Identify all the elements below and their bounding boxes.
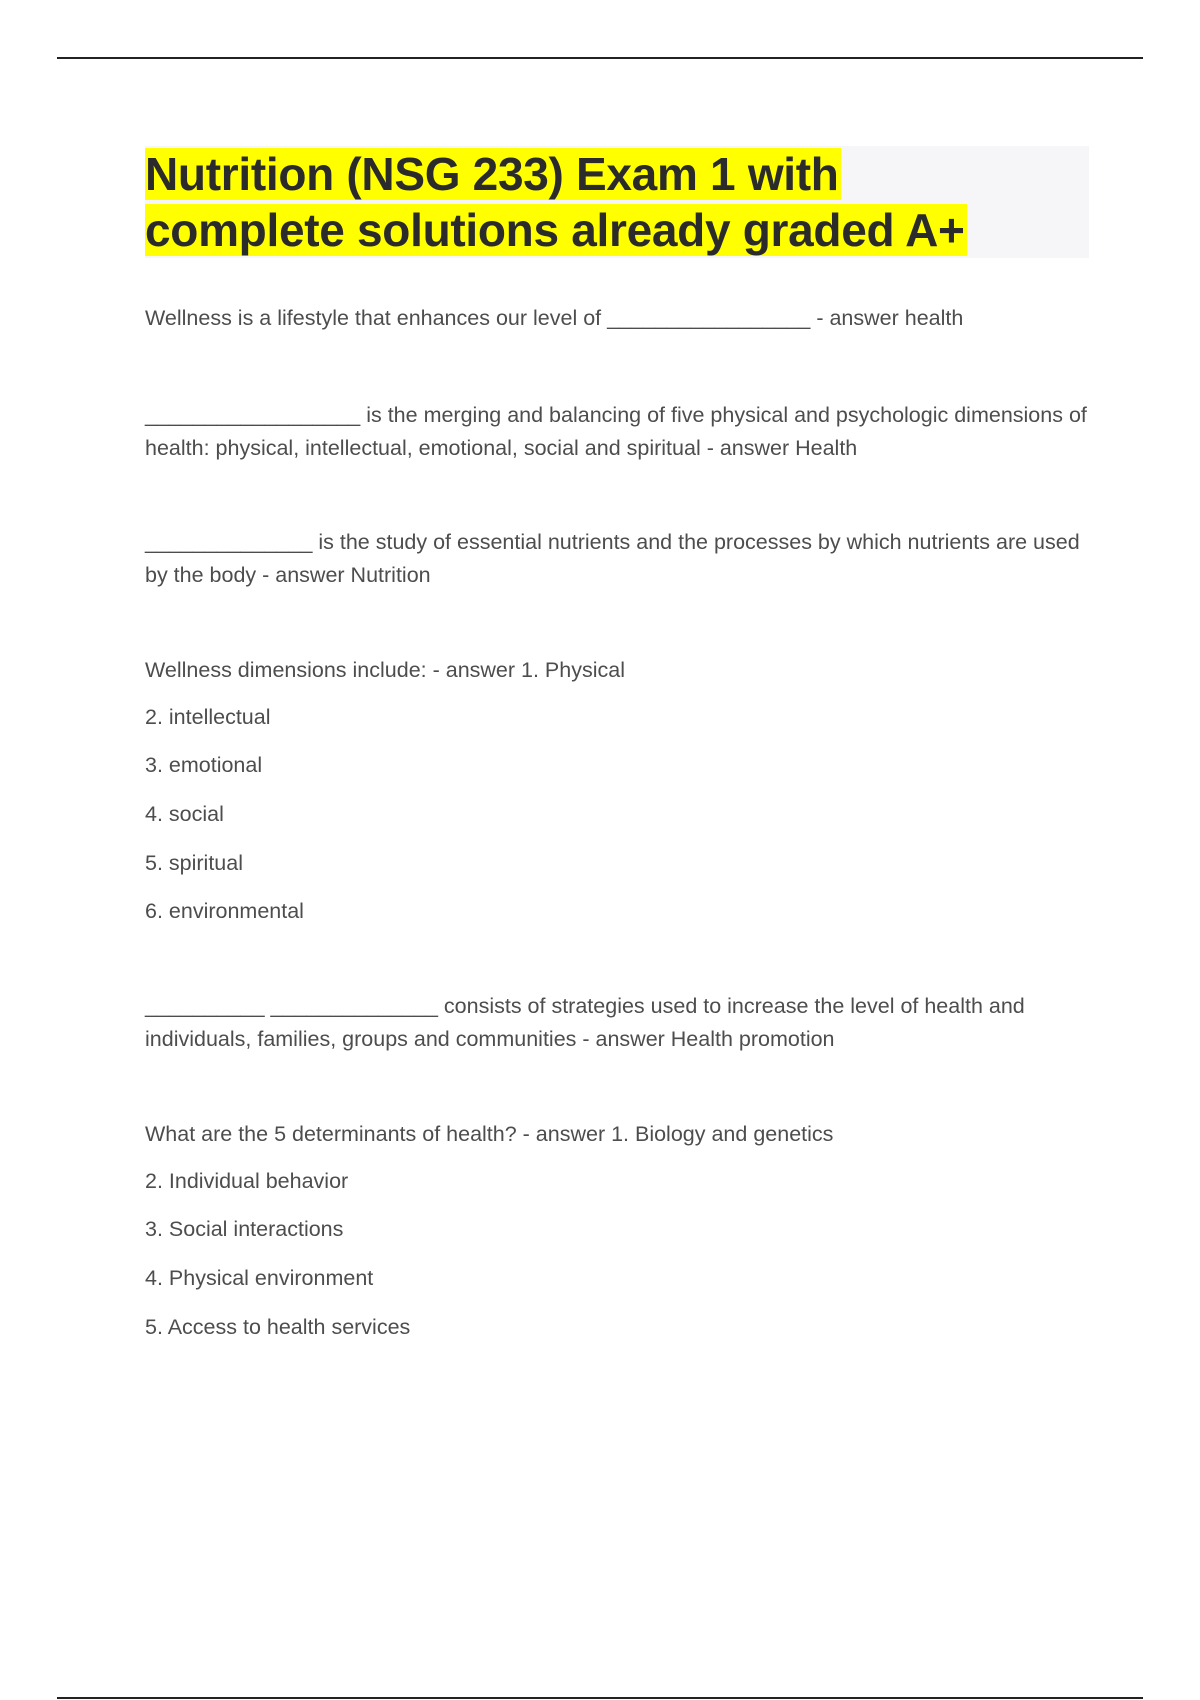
list-item: 4. Physical environment	[145, 1266, 374, 1290]
title-line-1: Nutrition (NSG 233) Exam 1 with	[145, 148, 839, 200]
question-5: __________ ______________ consists of strategies used to increase the level of health and individuals, families, groups and communities - answer Health promotion	[145, 994, 1025, 1051]
list-item: 2. Individual behavior	[145, 1169, 349, 1193]
question-3: ______________ is the study of essential nutrients and the processes by which nutrients are used by the body - answer Nutrition	[145, 530, 1080, 587]
list-item: 2. intellectual	[145, 705, 271, 729]
list-item: 3. Social interactions	[145, 1217, 344, 1241]
bottom-rule	[57, 1697, 1143, 1699]
page-title	[145, 146, 1089, 258]
top-rule	[57, 57, 1143, 59]
question-1: Wellness is a lifestyle that enhances our level of _________________ - answer health	[145, 306, 964, 330]
question-6: What are the 5 determinants of health? - answer 1. Biology and genetics	[145, 1122, 834, 1146]
list-item: 3. emotional	[145, 753, 263, 777]
list-item: 5. Access to health services	[145, 1315, 411, 1339]
list-item: 4. social	[145, 802, 224, 826]
title-block	[145, 146, 1089, 258]
list-item: 6. environmental	[145, 899, 304, 923]
title-line-2: complete solutions already graded A+	[145, 204, 965, 256]
question-4: Wellness dimensions include: - answer 1. Physical	[145, 658, 625, 682]
list-item: 5. spiritual	[145, 851, 243, 875]
question-2: __________________ is the merging and balancing of five physical and psychologic dimensions of health: physical, intellectual, emotional, social and spiritual - answer Health	[145, 403, 1087, 460]
